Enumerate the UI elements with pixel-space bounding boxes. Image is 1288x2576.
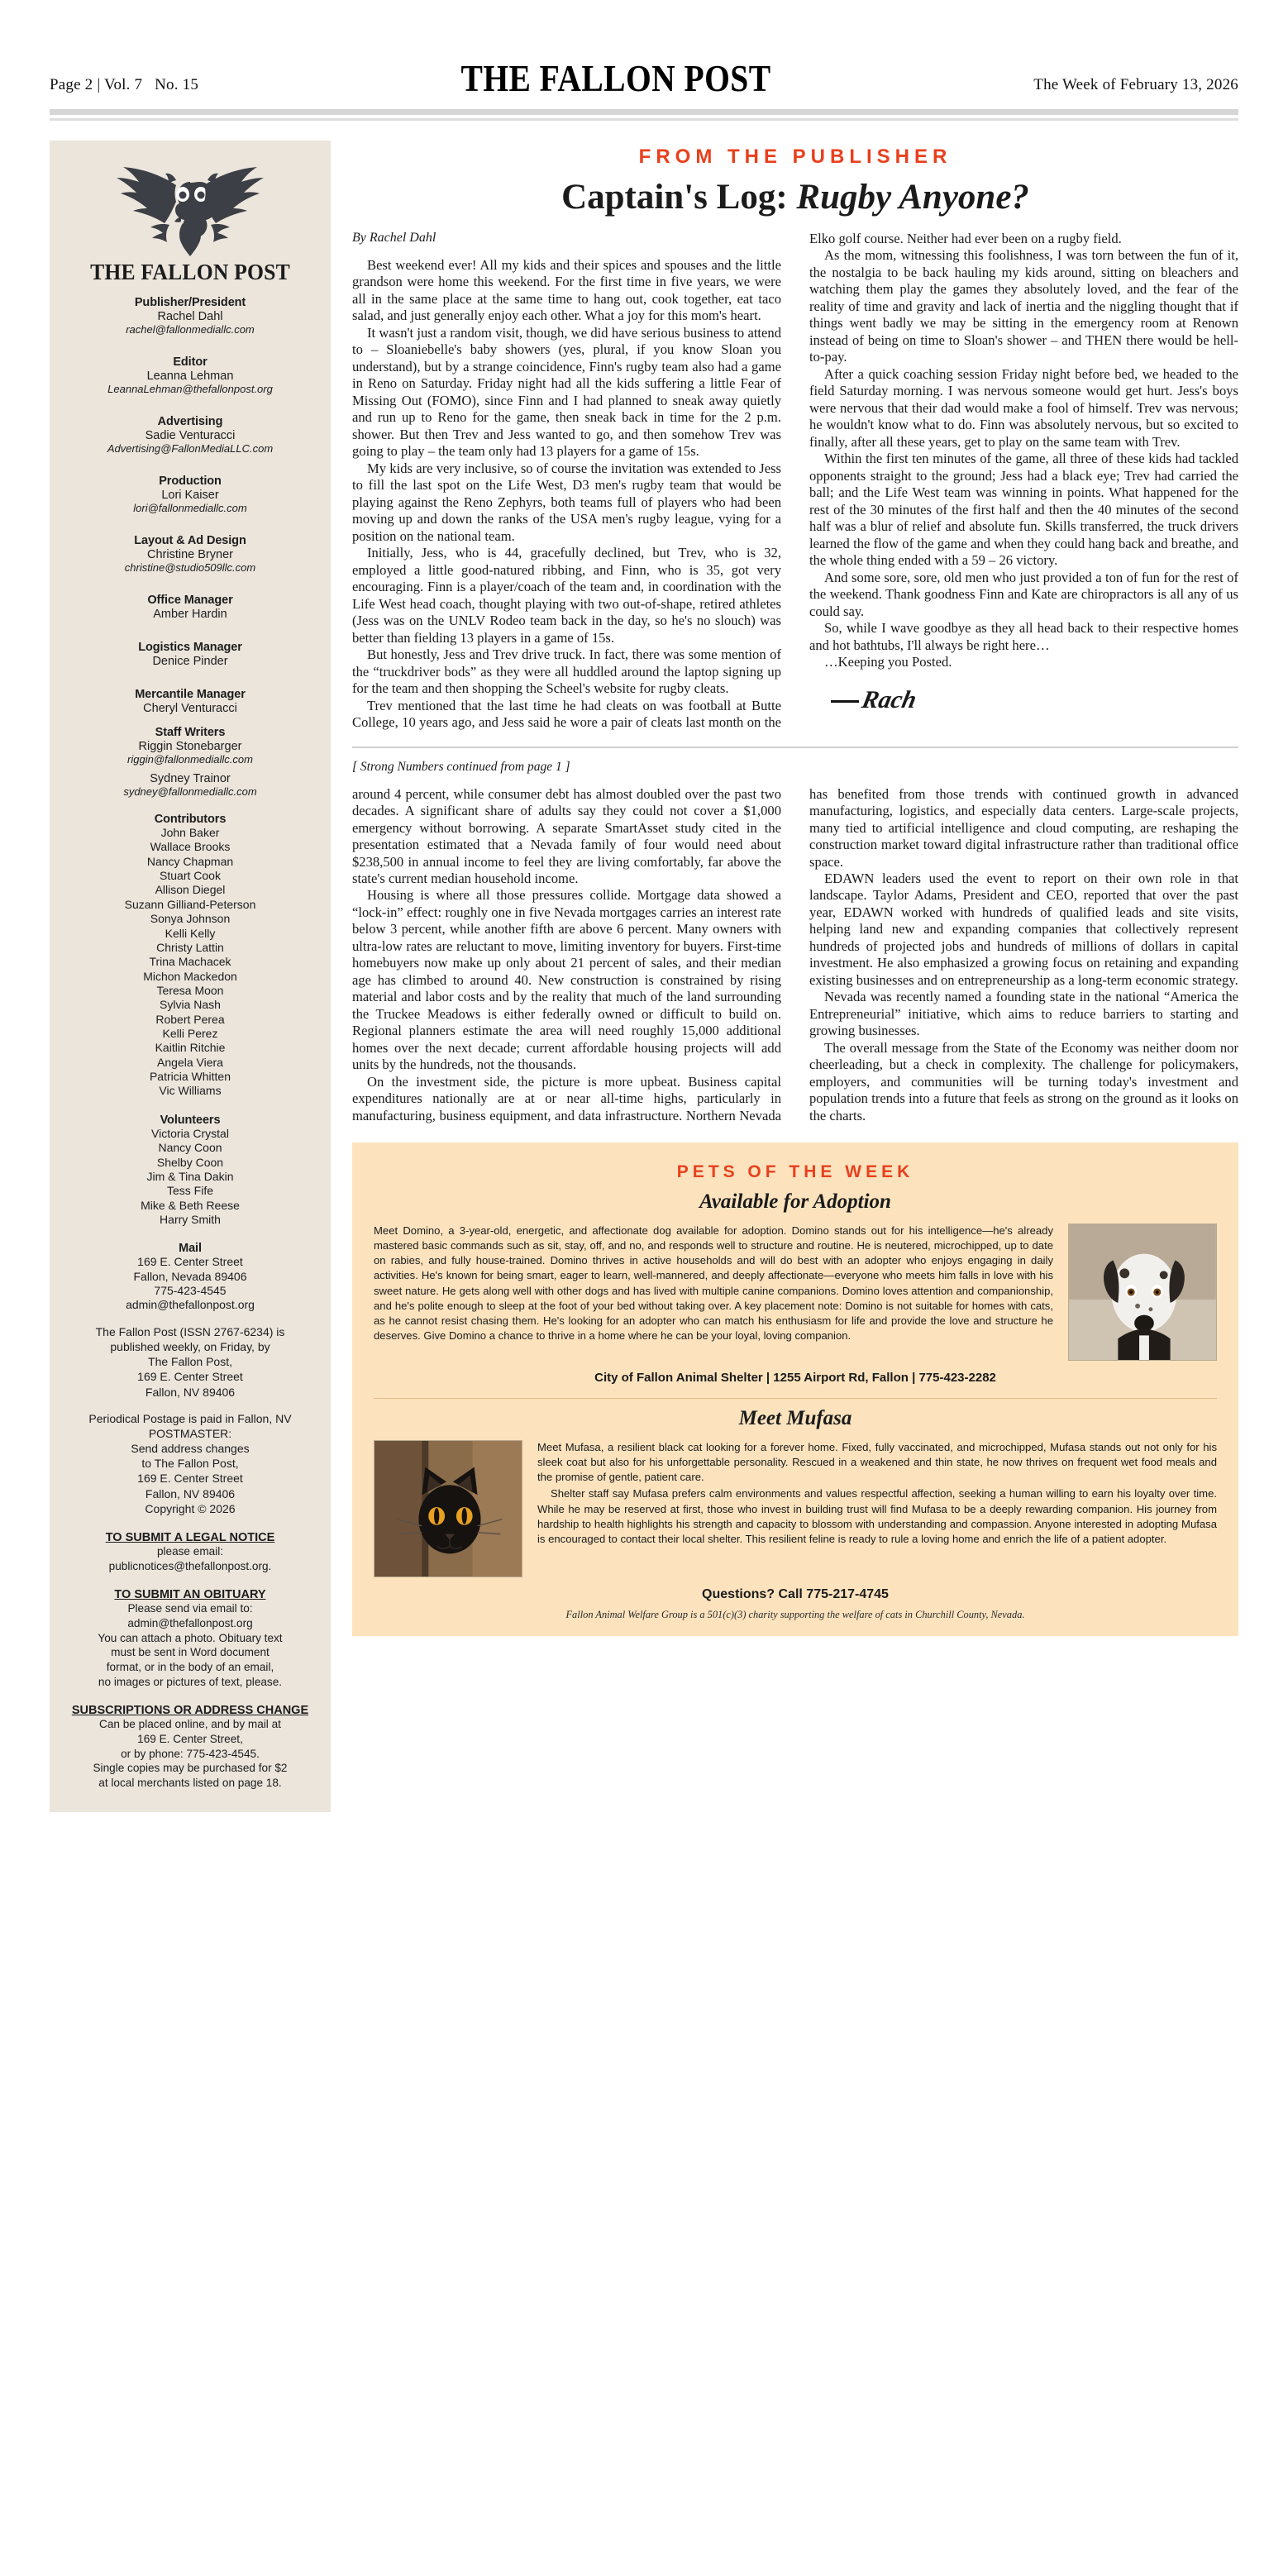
contributor-name: Michon Mackedon [143, 969, 237, 983]
continued-paragraph: Nevada was recently named a founding state in the national “America the Entrepreneurial” initiative, which aims to reduce barriers to starting and growing businesses. [809, 989, 1238, 1039]
domino-dog-photo [1068, 1224, 1217, 1361]
issue-date: The Week of February 13, 2026 [1033, 76, 1238, 93]
page-number-label: Page 2 [50, 76, 93, 93]
cat-description-part1: Meet Mufasa, a resilient black cat looking for a forever home. Fixed, fully vaccinated, and microchipped, Mufasa stands out not only for his sleek coat but also for his unforgettable personality. Rescued in a weakened and thin state, he now thrives on frequent wet food meals and the promise of gentle, patient care. [537, 1441, 1217, 1484]
staff-name: Denice Pinder [152, 655, 228, 668]
article-paragraph: …Keeping you Posted. [824, 654, 952, 670]
volunteer-name: Shelby Coon [156, 1155, 224, 1169]
contributors-list [68, 826, 312, 1099]
legal-line[interactable]: publicnotices@thefallonpost.org. [108, 1559, 272, 1572]
postmaster-line: Copyright © 2026 [145, 1501, 236, 1515]
contributor-name: Teresa Moon [156, 983, 224, 997]
staff-role: Editor [173, 355, 208, 369]
article-paragraph: My kids are very inclusive, so of course the invitation was extended to Jess to fill the last spot on the Life West, D3 men's rugby team that would be playing against the Reno Zephyrs, both teams full of players who had been moving up and down the ranks of the USA men's rugby league, vying for a position on the national team. [352, 460, 781, 544]
cat-description-part2: Shelter staff say Mufasa prefers calm environments and values respectful affection, seeking a human willing to earn his loyalty over time. While he may be reserved at first, those who invest in building trust will find Mufasa to be a deeply rewarding companion. His journey from hardship to health highlights his strength and capacity to blossom with understanding and compassion. Anyone interested in adopting Mufasa is encouraged to contact their local shelter. This resilient feline is ready to rule a loving home and enrich the life of a patient adopter. [537, 1487, 1217, 1545]
issn-line: The Fallon Post (ISSN 2767-6234) is [95, 1324, 285, 1338]
subs-line: Can be placed online, and by mail at [99, 1718, 281, 1731]
contributor-name: Patricia Whitten [149, 1070, 231, 1084]
contributor-name: Wallace Brooks [150, 840, 231, 854]
issue-label: No. 15 [155, 76, 199, 93]
staff-list [68, 296, 312, 715]
continued-article-body [352, 786, 1238, 1125]
continued-paragraph: On the investment side, the picture is more upbeat. Business capital expenditures nationally are at or near all-time highs, particularly in manufacturing, business equipment, and data infrastructure. Northern Nevada has benefited from those trends with continued growth in advanced manufacturing, logistics, and especially data centers. Large-scale projects, many tied to artificial intelligence and cloud computing, are reshaping the construction market toward digital infrastructure rather than traditional office space. [352, 785, 1238, 1123]
publisher-article-body [352, 231, 1238, 732]
article-paragraph: So, while I wave goodbye as they all head back to their respective homes and hot bathtubs, I'll always be right here… [809, 620, 1238, 653]
newspaper-title: THE FALLON POST [460, 57, 771, 99]
article-paragraph: Best weekend ever! All my kids and their spices and spouses and the little grandson were home this weekend. For the first time in five years, we were all in the same place at the same time to hang out, cook together, eat taco salad, and just generally enjoy each other. What a joy for this mom's heart. [352, 257, 781, 324]
contributor-name: Sylvia Nash [160, 998, 221, 1012]
volunteer-name: Nancy Coon [158, 1141, 222, 1155]
mail-line: Fallon, Nevada 89406 [133, 1269, 247, 1283]
staff-writer-email[interactable]: riggin@fallonmediallc.com [127, 753, 253, 766]
article-paragraph: Initially, Jess, who is 44, gracefully declined, but Trev, who is 32, employed a little good-natured ribbing, and Finn, who is 35, got very encouraging. Finn is a player/coach of the team and, in coordination with the Life West head coach, thought playing with two out-of-shape, retired athletes (Jess was on the UNLV Rodeo team back in the day, so he's no slouch) was better than fielding 13 players in a game of 15s. [352, 545, 781, 646]
header-rule-thick [50, 109, 1238, 115]
header-rule-thin [50, 118, 1238, 121]
contributor-name: Suzann Gilliand-Peterson [124, 897, 256, 911]
article-paragraph: But honestly, Jess and Trev drive truck. In fact, there was some mention of the “truckdriver bods” as they were all huddled around the laptop signing up for the team and then shopping the Scheel's website for rugby cleats. [352, 646, 781, 697]
continued-paragraph: around 4 percent, while consumer debt has almost doubled over the past two decades. A significant share of adults say they could not cover a $1,000 emergency without borrowing. A separate SmartAsset study cited in the presentation estimated that a Nevada family of four would need about $238,500 in annual income to feel they are living comfortably, far above the state's current median household income. [352, 785, 781, 886]
volunteer-name: Harry Smith [160, 1212, 221, 1226]
questions-phone: Questions? Call 775-217-4745 [702, 1587, 889, 1602]
postmaster-line: Periodical Postage is paid in Fallon, NV [88, 1411, 292, 1425]
continued-paragraph: EDAWN leaders used the event to report on their own role in that landscape. Taylor Adams, President and CEO, reported that over the past year, EDAWN worked with hundreds of qualified leads and site visits, helping land new and expanding companies that collectively represent hundreds of projected jobs and hundreds of millions of dollars in capital investment. He also emphasized a growing focus on retaining and expanding existing businesses and on entrepreneurship as a long-term economic strategy. [809, 870, 1238, 988]
postmaster-line: to The Fallon Post, [141, 1457, 239, 1471]
subs-line[interactable]: or by phone: 775-423-4545. [121, 1747, 260, 1760]
mail-line: 169 E. Center Street [137, 1255, 243, 1269]
pets-subtitle: Available for Adoption [699, 1190, 891, 1214]
staff-role: Layout & Ad Design [134, 534, 246, 547]
staff-role: Mercantile Manager [135, 688, 246, 701]
masthead-sidebar [50, 141, 331, 1812]
postmaster-line: Fallon, NV 89406 [145, 1486, 236, 1500]
staff-role: Office Manager [147, 594, 233, 607]
headline-italic: Rugby Anyone? [796, 178, 1029, 217]
contributor-name: Robert Perea [155, 1012, 225, 1026]
article-paragraph: Trev mentioned that the last time he had cleats on was football at Butte College, 10 years ago, and Jess said he wore a pair of cleats last month on the Elko golf course. Neither had ever been on a rugby field. [352, 231, 1122, 731]
issn-line: Fallon, NV 89406 [145, 1385, 236, 1399]
issn-block [68, 1324, 312, 1400]
staff-email[interactable]: Advertising@FallonMediaLLC.com [107, 442, 274, 455]
article-paragraph: As the mom, witnessing this foolishness, I was torn between the fun of it, the nostalgia to be back hauling my kids around, sitting on bleachers and watching them play the games they absolutely loved, and the fear of the reality of time and gravity and lack of inertia and the niggling thought that if things went badly we may be sitting in the emergency room at Renown instead of being on time to Sloan's shower – and THEN there would be hell-to-pay. [809, 247, 1238, 365]
staff-role: Production [159, 475, 222, 488]
cat-heading: Meet Mufasa [738, 1407, 852, 1430]
postmaster-line: Send address changes [131, 1442, 250, 1456]
article-paragraph: And some sore, sore, old men who just provided a ton of fun for the rest of the weekend. Thank goodness Finn and Kate are chiropractors is all any of us could say. [809, 569, 1238, 619]
contributor-name: Kaitlin Ritchie [155, 1041, 226, 1055]
volunteer-name: Jim & Tina Dakin [146, 1169, 234, 1183]
headline-main: Captain's Log: [561, 178, 788, 217]
volunteer-name: Mike & Beth Reese [141, 1198, 240, 1212]
continued-paragraph: Housing is where all those pressures collide. Mortgage data showed a “lock-in” effect: roughly one in five Nevada mortgages carries an interest rate below 3 percent, while another fifth are above 6 percent. Many owners with ultra-low rates are reluctant to move, limiting inventory for buyers. First-time homebuyers now make up only about 21 percent of sales, and their median age has climbed to around 40. New construction is constrained by rising material and labor costs and by the reality that much of the land surrounding the Truckee Meadows is either federally owned or difficult to build on. Regional planners estimate the area will need roughly 15,000 additional homes over the next decade; current affordable housing projects will add units by the hundreds, not the thousands. [352, 887, 781, 1073]
legal-line: please email: [156, 1545, 224, 1558]
contributor-name: Angela Viera [157, 1055, 223, 1069]
staff-writer-email[interactable]: sydney@fallonmediallc.com [123, 785, 257, 798]
legal-notice-block [68, 1544, 312, 1573]
volunteers-heading: Volunteers [160, 1113, 221, 1127]
mail-block [68, 1255, 312, 1312]
mufasa-cat-photo [374, 1440, 522, 1577]
staff-writer-name: Riggin Stonebarger [138, 740, 242, 753]
mail-heading: Mail [179, 1242, 202, 1256]
contributor-name: Christy Lattin [156, 940, 224, 954]
article-paragraph: After a quick coaching session Friday night before bed, we headed to the field Saturday morning. I was nervous someone would get hurt. Jess's boys were nervous that their dad would make a fool of himself. Trev was nervous; he wouldn't know what to do. Finn was absolutely nervous, but so excited to finally, after all these years, get to play on the same team with Trev. [809, 365, 1238, 450]
contributor-name: Allison Diegel [155, 883, 226, 897]
staff-role: Publisher/President [134, 296, 246, 309]
issn-line: 169 E. Center Street [137, 1370, 243, 1384]
contributor-name: John Baker [160, 826, 220, 839]
signature-block [809, 678, 1238, 714]
subs-line: 169 E. Center Street, [137, 1733, 243, 1746]
shelter-contact: City of Fallon Animal Shelter | 1255 Airport Rd, Fallon | 775-423-2282 [594, 1371, 996, 1386]
article-paragraph: It wasn't just a random visit, though, we did have serious business to attend to – Sloaniebelle's baby showers (yes, plural, if you know Sloan you understand), but by a strange coincidence, Finn's rugby team also had a game in Reno on Saturday. Friday night had all the kids suffering a little Fear of Missing Out (FOMO), since Finn and I had planned to sneak away quietly and run up to Reno for the game, then sneak back in time for the 2 p.m. shower. But then Trev and Jess wanted to go, and then somehow Trev was going to play – the team only had 13 players for a game of 15s. [352, 324, 781, 460]
obit-line: Please send via email to: [127, 1602, 253, 1615]
staff-name: Lori Kaiser [161, 489, 219, 502]
obit-line: format, or in the body of an email, [106, 1661, 274, 1674]
staff-role: Logistics Manager [138, 641, 242, 654]
pets-of-the-week-section [352, 1143, 1238, 1636]
staff-role: Advertising [157, 415, 223, 428]
signature-dash [831, 700, 859, 703]
volunteers-list [68, 1127, 312, 1228]
subscriptions-block [68, 1717, 312, 1790]
subscriptions-heading: SUBSCRIPTIONS OR ADDRESS CHANGE [71, 1704, 309, 1718]
issn-line: published weekly, on Friday, by [110, 1339, 270, 1353]
postmaster-line: 169 E. Center Street [137, 1472, 243, 1486]
obit-line: must be sent in Word document [111, 1646, 270, 1659]
volume-label: Vol. 7 [103, 76, 143, 93]
legal-notice-heading: TO SUBMIT A LEGAL NOTICE [105, 1531, 275, 1545]
staff-name: Christine Bryner [147, 548, 233, 561]
staff-name: Leanna Lehman [146, 370, 234, 383]
section-divider [352, 747, 1238, 748]
publisher-kicker: FROM THE PUBLISHER [638, 145, 952, 168]
staff-email[interactable]: LeannaLehman@thefallonpost.org [107, 383, 273, 395]
staff-name: Rachel Dahl [157, 310, 223, 323]
dog-description: Meet Domino, a 3-year-old, energetic, and affectionate dog available for adoption. Domino stands out for his intelligence—he's already mastered basic commands such as sit, stay, off, and no, and responds well to structure and routine. He is neutered, microchipped, up to date on rabies, and fully house-trained. Domino thrives in active households and will do best with an adopter who enjoys engaging in daily activities. He's known for being smart, eager to learn, well-mannered, and deeply affectionate—everyone who meets him falls in love with his sweet nature. He gets along well with other dogs and has lived with multiple canine companions. Domino loves attention and companionship, and he's polite enough to sleep at the foot of your bed without taking over. A key placement note: Domino is not suitable for homes with cats, as he cannot resist chasing them. He's looking for an adopter who can match his enthusiasm for life and provide the love and structure he deserves. Give Domino a chance to thrive in a home where he can be your loyal, loving companion. [374, 1224, 1053, 1342]
pets-divider [374, 1398, 1217, 1399]
staff-writers-heading: Staff Writers [155, 726, 226, 739]
cat-entry [374, 1440, 1217, 1577]
staff-writer-name: Sydney Trainor [150, 772, 231, 785]
staff-email[interactable]: rachel@fallonmediallc.com [126, 323, 255, 336]
staff-email[interactable]: christine@studio509llc.com [124, 561, 256, 574]
contributor-name: Vic Williams [159, 1084, 222, 1098]
header-separator: | [97, 76, 101, 93]
mail-line[interactable]: 775-423-4545 [154, 1284, 227, 1298]
contributor-name: Nancy Chapman [146, 854, 234, 868]
contributor-name: Stuart Cook [160, 869, 221, 883]
issn-line: The Fallon Post, [148, 1355, 232, 1369]
staff-name: Sadie Venturacci [145, 429, 236, 442]
article-paragraph: Within the first ten minutes of the game, all three of these kids had tackled opponents straight to the ground; Jess had a black eye; Trev had carried the ball; and the Life West team was winning in points. What happened for the rest of the 30 minutes of the first half and then the 40 minutes of the second half was a blur of relief and absolute fun. Skills transferred, the truck drivers learned the flow of the game and when they could hang back and breathe, and the whole thing ended with a 59 – 26 victory. [809, 451, 1238, 569]
article-byline: By Rachel Dahl [352, 231, 436, 245]
jump-line: [ Strong Numbers continued from page 1 ] [352, 759, 570, 774]
obit-line: You can attach a photo. Obituary text [98, 1631, 283, 1644]
staff-name: Cheryl Venturacci [143, 702, 237, 715]
postmaster-block [68, 1411, 312, 1516]
cat-description [537, 1440, 1217, 1546]
postmaster-line: POSTMASTER: [148, 1426, 232, 1440]
staff-name: Amber Hardin [153, 608, 227, 621]
volunteer-name: Victoria Crystal [151, 1126, 229, 1140]
publisher-signature: Rach [859, 685, 919, 713]
contributor-name: Kelli Kelly [165, 926, 216, 940]
contributor-name: Trina Machacek [149, 955, 231, 969]
subs-line: Single copies may be purchased for $2 [93, 1762, 288, 1775]
pets-kicker: PETS OF THE WEEK [676, 1162, 914, 1182]
obit-line[interactable]: admin@thefallonpost.org [127, 1617, 253, 1630]
obituary-block [68, 1601, 312, 1689]
obituary-heading: TO SUBMIT AN OBITUARY [114, 1588, 266, 1602]
contributors-heading: Contributors [154, 813, 227, 826]
sidebar-masthead-title: THE FALLON POST [90, 260, 290, 284]
contributor-name: Sonya Johnson [150, 912, 231, 926]
page-header [50, 0, 1238, 98]
subs-line: at local merchants listed on page 18. [98, 1777, 282, 1790]
page-title [352, 177, 1238, 217]
continued-paragraph: The overall message from the State of the Economy was neither doom nor cheerleading, but a check in complexity. The challenge for policymakers, employers, and communities will be turning today's investment and population trends into a future that feels as strong on the ground as it looks on the charts. [809, 1039, 1238, 1123]
volunteer-name: Tess Fife [166, 1184, 213, 1198]
main-content [352, 141, 1238, 1636]
dog-entry [374, 1224, 1217, 1361]
header-left-meta [50, 76, 198, 98]
owl-logo-icon [103, 160, 277, 258]
obit-line: no images or pictures of text, please. [98, 1675, 283, 1688]
mail-line[interactable]: admin@thefallonpost.org [126, 1298, 255, 1312]
contributor-name: Kelli Perez [162, 1027, 218, 1041]
charity-credit: Fallon Animal Welfare Group is a 501(c)(3) charity supporting the welfare of cats in Churchill County, Nevada. [565, 1609, 1025, 1621]
staff-email[interactable]: lori@fallonmediallc.com [133, 502, 247, 514]
